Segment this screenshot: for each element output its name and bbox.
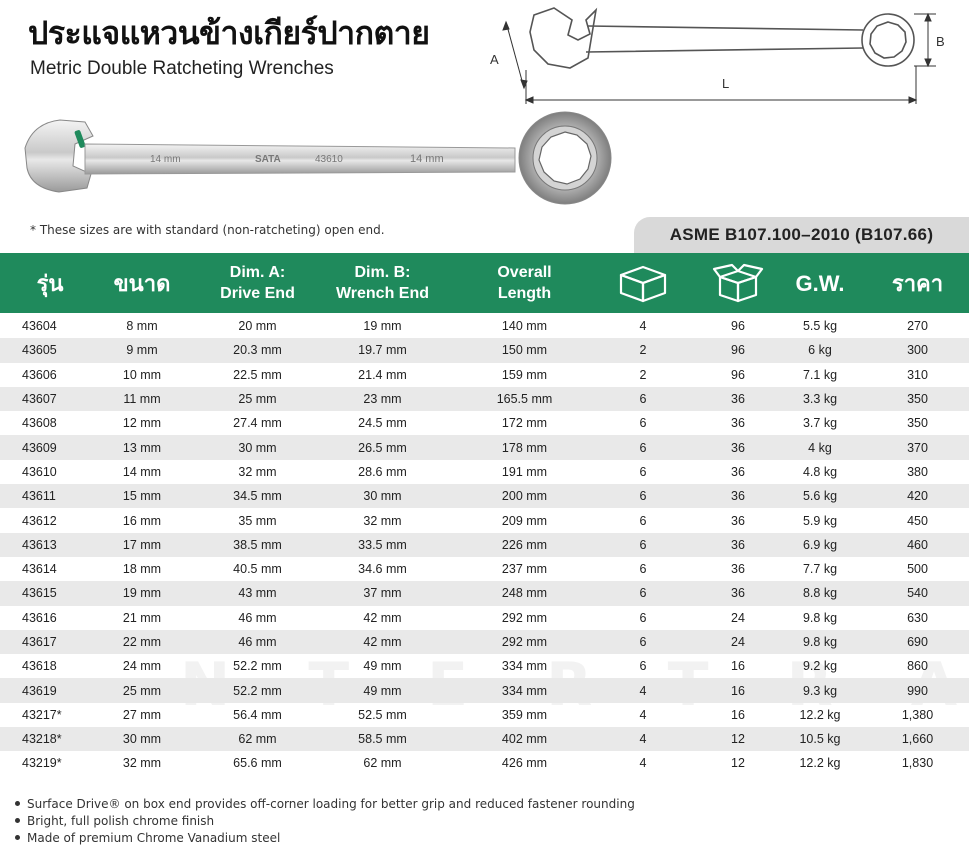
cell-gross-weight: 10.5 kg — [799, 732, 841, 747]
cell-size: 30 mm — [122, 732, 162, 747]
cell-model: 43615 — [22, 586, 57, 601]
table-row — [0, 387, 969, 411]
cell-inner-box-qty: 6 — [639, 610, 647, 625]
cell-inner-box-qty: 6 — [639, 464, 647, 479]
cell-inner-box-qty: 6 — [639, 586, 647, 601]
cell-dim-b: 58.5 mm — [358, 732, 407, 747]
cell-size: 27 mm — [122, 707, 162, 722]
cell-inner-box-qty: 6 — [639, 489, 647, 504]
cell-carton-qty: 12 — [731, 756, 745, 771]
cell-model: 43218* — [22, 732, 62, 747]
cell-size: 11 mm — [123, 392, 161, 407]
header-model: รุ่น — [36, 270, 64, 296]
cell-model: 43607 — [22, 392, 57, 407]
cell-inner-box-qty: 6 — [639, 635, 647, 649]
cell-overall-length: 209 mm — [501, 513, 548, 528]
cell-dim-a: 20 mm — [238, 319, 277, 334]
cell-inner-box-qty: 6 — [639, 392, 647, 407]
cell-gross-weight: 12.2 kg — [799, 707, 841, 722]
cell-dim-b: 33.5 mm — [358, 537, 407, 552]
cell-dim-a: 32 mm — [238, 464, 277, 479]
header-length-line1: Overall — [497, 264, 552, 281]
cell-carton-qty: 36 — [731, 464, 745, 479]
cell-dim-b: 23 mm — [363, 392, 402, 407]
cell-overall-length: 226 mm — [501, 537, 548, 552]
bullet-icon — [15, 835, 20, 840]
cell-model: 43217* — [22, 707, 62, 722]
cell-price: 1,660 — [901, 732, 934, 747]
cell-dim-b: 19 mm — [363, 319, 402, 334]
bullet-icon — [15, 801, 20, 806]
cell-dim-a: 35 mm — [238, 513, 277, 528]
cell-dim-a: 65.6 mm — [233, 756, 282, 771]
cell-dim-a: 22.5 mm — [233, 367, 282, 382]
dimension-b-label: B — [936, 34, 945, 49]
cell-overall-length: 334 mm — [501, 659, 548, 674]
cell-dim-b: 34.6 mm — [358, 562, 407, 577]
cell-dim-a: 40.5 mm — [233, 562, 282, 577]
cell-price: 460 — [907, 537, 928, 552]
cell-overall-length: 150 mm — [501, 343, 548, 358]
cell-model: 43614 — [22, 562, 57, 577]
non-ratcheting-note: * These sizes are with standard (non-ratcheting) open end. — [30, 223, 385, 237]
table-row — [0, 751, 969, 775]
cell-gross-weight: 9.8 kg — [802, 635, 838, 649]
cell-overall-length: 159 mm — [501, 367, 548, 382]
inner-box-icon — [610, 253, 676, 313]
cell-carton-qty: 36 — [731, 392, 745, 407]
cell-inner-box-qty: 2 — [639, 367, 647, 382]
cell-carton-qty: 16 — [731, 707, 745, 722]
cell-inner-box-qty: 6 — [639, 562, 647, 577]
cell-model: 43611 — [22, 489, 56, 504]
header-length-line2: Length — [497, 285, 552, 302]
table-row — [0, 533, 969, 557]
dimension-l-label: L — [722, 76, 730, 91]
cell-size: 14 mm — [122, 464, 162, 479]
cell-overall-length: 140 mm — [501, 319, 548, 334]
cell-size: 16 mm — [122, 513, 162, 528]
table-row — [0, 703, 969, 727]
cell-dim-a: 43 mm — [238, 586, 277, 601]
cell-gross-weight: 7.7 kg — [802, 562, 838, 577]
table-row — [0, 435, 969, 459]
page-title-english: Metric Double Ratcheting Wrenches — [30, 58, 334, 79]
cell-price: 1,830 — [901, 756, 934, 771]
cell-dim-a: 62 mm — [238, 732, 277, 747]
cell-dim-b: 30 mm — [363, 489, 402, 504]
cell-carton-qty: 24 — [731, 610, 745, 625]
table-row — [0, 557, 969, 581]
cell-gross-weight: 4.8 kg — [802, 464, 838, 479]
cell-inner-box-qty: 4 — [639, 732, 647, 747]
cell-overall-length: 172 mm — [501, 416, 548, 431]
table-header — [0, 253, 969, 313]
cell-dim-a: 20.3 mm — [233, 343, 282, 358]
cell-overall-length: 237 mm — [501, 562, 548, 577]
cell-overall-length: 200 mm — [501, 489, 548, 504]
feature-text: Made of premium Chrome Vanadium steel — [27, 830, 281, 845]
cell-overall-length: 292 mm — [501, 635, 548, 649]
cell-inner-box-qty: 6 — [639, 440, 647, 455]
cell-model: 43610 — [22, 464, 57, 479]
header-dim-a — [200, 253, 315, 313]
cell-gross-weight: 6 kg — [808, 343, 832, 358]
cell-model: 43606 — [22, 367, 57, 382]
cell-gross-weight: 3.7 kg — [802, 416, 838, 431]
cell-size: 24 mm — [122, 659, 162, 674]
cell-dim-a: 34.5 mm — [233, 489, 282, 504]
cell-gross-weight: 9.2 kg — [802, 659, 838, 674]
header-gross-weight: G.W. — [795, 270, 845, 296]
cell-dim-b: 37 mm — [363, 586, 402, 601]
cell-inner-box-qty: 4 — [639, 707, 647, 722]
header-size: ขนาด — [113, 270, 171, 296]
cell-overall-length: 165.5 mm — [496, 392, 553, 407]
table-row — [0, 363, 969, 387]
cell-size: 15 mm — [122, 489, 162, 504]
cell-price: 350 — [907, 416, 928, 431]
cell-dim-a: 25 mm — [238, 392, 277, 407]
cell-gross-weight: 9.3 kg — [802, 683, 838, 698]
cell-size: 12 mm — [122, 416, 162, 431]
cell-dim-a: 46 mm — [238, 610, 277, 625]
cell-dim-b: 28.6 mm — [358, 464, 407, 479]
cell-model: 43219* — [22, 756, 62, 771]
cell-price: 420 — [907, 489, 928, 504]
cell-size: 19 mm — [122, 586, 162, 601]
table-row — [0, 654, 969, 678]
cell-dim-a: 38.5 mm — [233, 537, 282, 552]
cell-gross-weight: 3.3 kg — [802, 392, 838, 407]
carton-icon — [705, 253, 771, 313]
cell-price: 540 — [907, 586, 928, 601]
cell-size: 17 mm — [122, 537, 162, 552]
table-row — [0, 338, 969, 362]
table-row — [0, 411, 969, 435]
cell-dim-a: 56.4 mm — [233, 707, 282, 722]
cell-dim-b: 49 mm — [363, 683, 402, 698]
table-row — [0, 606, 969, 630]
engraving-size-right: 14 mm — [410, 153, 444, 165]
cell-inner-box-qty: 6 — [639, 513, 647, 528]
cell-gross-weight: 5.5 kg — [802, 319, 838, 334]
cell-overall-length: 402 mm — [501, 732, 548, 747]
cell-dim-b: 42 mm — [363, 610, 402, 625]
cell-carton-qty: 96 — [731, 343, 745, 358]
cell-carton-qty: 16 — [731, 659, 745, 674]
cell-inner-box-qty: 4 — [639, 756, 647, 771]
cell-size: 9 mm — [126, 343, 158, 358]
cell-gross-weight: 12.2 kg — [799, 756, 841, 771]
cell-model: 43618 — [22, 659, 57, 674]
cell-price: 380 — [907, 464, 928, 479]
table-row — [0, 484, 969, 508]
cell-inner-box-qty: 2 — [639, 343, 647, 358]
cell-price: 1,380 — [901, 707, 934, 722]
cell-overall-length: 248 mm — [501, 586, 548, 601]
cell-dim-a: 52.2 mm — [233, 683, 282, 698]
feature-text: Surface Drive® on box end provides off-corner loading for better grip and reduced fastener rounding — [27, 796, 635, 811]
header-dim-b — [320, 253, 445, 313]
dimension-diagram — [478, 0, 958, 110]
cell-carton-qty: 36 — [731, 537, 745, 552]
cell-dim-b: 21.4 mm — [358, 367, 407, 382]
cell-carton-qty: 16 — [731, 683, 745, 698]
wrench-photo — [15, 108, 635, 218]
cell-dim-b: 62 mm — [363, 756, 402, 771]
cell-model: 43616 — [22, 610, 57, 625]
cell-price: 370 — [907, 440, 928, 455]
cell-dim-b: 32 mm — [363, 513, 402, 528]
cell-size: 10 mm — [122, 367, 162, 382]
standard-badge: ASME B107.100–2010 (B107.66) — [634, 217, 969, 253]
feature-item — [15, 829, 635, 846]
cell-price: 350 — [907, 392, 928, 407]
cell-model: 43605 — [22, 343, 57, 358]
cell-gross-weight: 7.1 kg — [802, 367, 838, 382]
cell-size: 22 mm — [122, 635, 162, 649]
cell-inner-box-qty: 6 — [639, 537, 647, 552]
cell-overall-length: 334 mm — [501, 683, 548, 698]
cell-size: 25 mm — [122, 683, 162, 698]
cell-price: 500 — [907, 562, 928, 577]
cell-carton-qty: 36 — [731, 440, 745, 455]
table-row — [0, 460, 969, 484]
table-row — [0, 727, 969, 751]
cell-dim-b: 49 mm — [363, 659, 402, 674]
cell-size: 13 mm — [122, 440, 162, 455]
cell-gross-weight: 9.8 kg — [802, 610, 838, 625]
bullet-icon — [15, 818, 20, 823]
cell-price: 630 — [907, 610, 928, 625]
table-row — [0, 508, 969, 532]
engraving-size-left: 14 mm — [150, 154, 181, 165]
feature-item — [15, 795, 635, 812]
cell-inner-box-qty: 4 — [639, 319, 647, 334]
feature-text: Bright, full polish chrome finish — [27, 813, 215, 828]
cell-overall-length: 426 mm — [501, 756, 548, 771]
cell-dim-b: 52.5 mm — [358, 707, 407, 722]
cell-overall-length: 359 mm — [501, 707, 548, 722]
cell-model: 43619 — [22, 683, 57, 698]
cell-dim-b: 19.7 mm — [358, 343, 407, 358]
header-overall-length — [462, 253, 587, 313]
table-row — [0, 678, 969, 702]
cell-carton-qty: 36 — [731, 586, 745, 601]
cell-dim-a: 46 mm — [238, 635, 277, 649]
cell-dim-b: 24.5 mm — [358, 416, 407, 431]
cell-model: 43613 — [22, 537, 57, 552]
cell-gross-weight: 4 kg — [808, 440, 832, 455]
cell-size: 32 mm — [122, 756, 162, 771]
cell-price: 450 — [907, 513, 928, 528]
header-dim-b-line2: Wrench End — [335, 285, 430, 302]
cell-gross-weight: 6.9 kg — [802, 537, 838, 552]
cell-inner-box-qty: 4 — [639, 683, 647, 698]
cell-price: 990 — [907, 683, 928, 698]
cell-model: 43612 — [22, 513, 57, 528]
cell-price: 270 — [907, 319, 928, 334]
page-title-thai: ประแจแหวนข้างเกียร์ปากตาย — [28, 15, 430, 51]
cell-dim-a: 30 mm — [238, 440, 277, 455]
engraving-brand: SATA — [255, 154, 281, 165]
cell-size: 8 mm — [126, 319, 158, 334]
cell-size: 18 mm — [122, 562, 162, 577]
engraving-code: 43610 — [315, 154, 343, 165]
cell-gross-weight: 8.8 kg — [802, 586, 838, 601]
cell-carton-qty: 96 — [731, 367, 745, 382]
cell-carton-qty: 36 — [731, 513, 745, 528]
cell-model: 43617 — [22, 635, 57, 649]
cell-carton-qty: 36 — [731, 416, 745, 431]
cell-dim-b: 42 mm — [363, 635, 402, 649]
cell-gross-weight: 5.9 kg — [802, 513, 838, 528]
cell-price: 690 — [907, 635, 928, 649]
cell-inner-box-qty: 6 — [639, 416, 647, 431]
cell-dim-a: 52.2 mm — [233, 659, 282, 674]
cell-overall-length: 191 mm — [501, 464, 548, 479]
table-body — [0, 314, 969, 776]
header-price: ราคา — [891, 270, 944, 296]
cell-carton-qty: 36 — [731, 489, 745, 504]
cell-model: 43608 — [22, 416, 57, 431]
table-row — [0, 581, 969, 605]
header-dim-b-line1: Dim. B: — [354, 264, 411, 281]
cell-size: 21 mm — [122, 610, 162, 625]
dimension-a-label: A — [490, 52, 499, 67]
cell-dim-b: 26.5 mm — [358, 440, 407, 455]
feature-list — [15, 795, 635, 846]
cell-carton-qty: 24 — [731, 635, 745, 649]
table-row — [0, 314, 969, 338]
cell-gross-weight: 5.6 kg — [802, 489, 838, 504]
cell-inner-box-qty: 6 — [639, 659, 647, 674]
cell-model: 43609 — [22, 440, 57, 455]
cell-carton-qty: 12 — [731, 732, 745, 747]
header-dim-a-line2: Drive End — [220, 285, 295, 302]
cell-price: 300 — [907, 343, 928, 358]
cell-overall-length: 292 mm — [501, 610, 548, 625]
cell-price: 310 — [907, 367, 928, 382]
cell-dim-a: 27.4 mm — [233, 416, 282, 431]
cell-price: 860 — [907, 659, 928, 674]
feature-item — [15, 812, 635, 829]
cell-overall-length: 178 mm — [501, 440, 548, 455]
cell-model: 43604 — [22, 319, 57, 334]
table-row — [0, 630, 969, 654]
header-dim-a-line1: Dim. A: — [229, 264, 286, 281]
cell-carton-qty: 96 — [731, 319, 745, 334]
cell-carton-qty: 36 — [731, 562, 745, 577]
